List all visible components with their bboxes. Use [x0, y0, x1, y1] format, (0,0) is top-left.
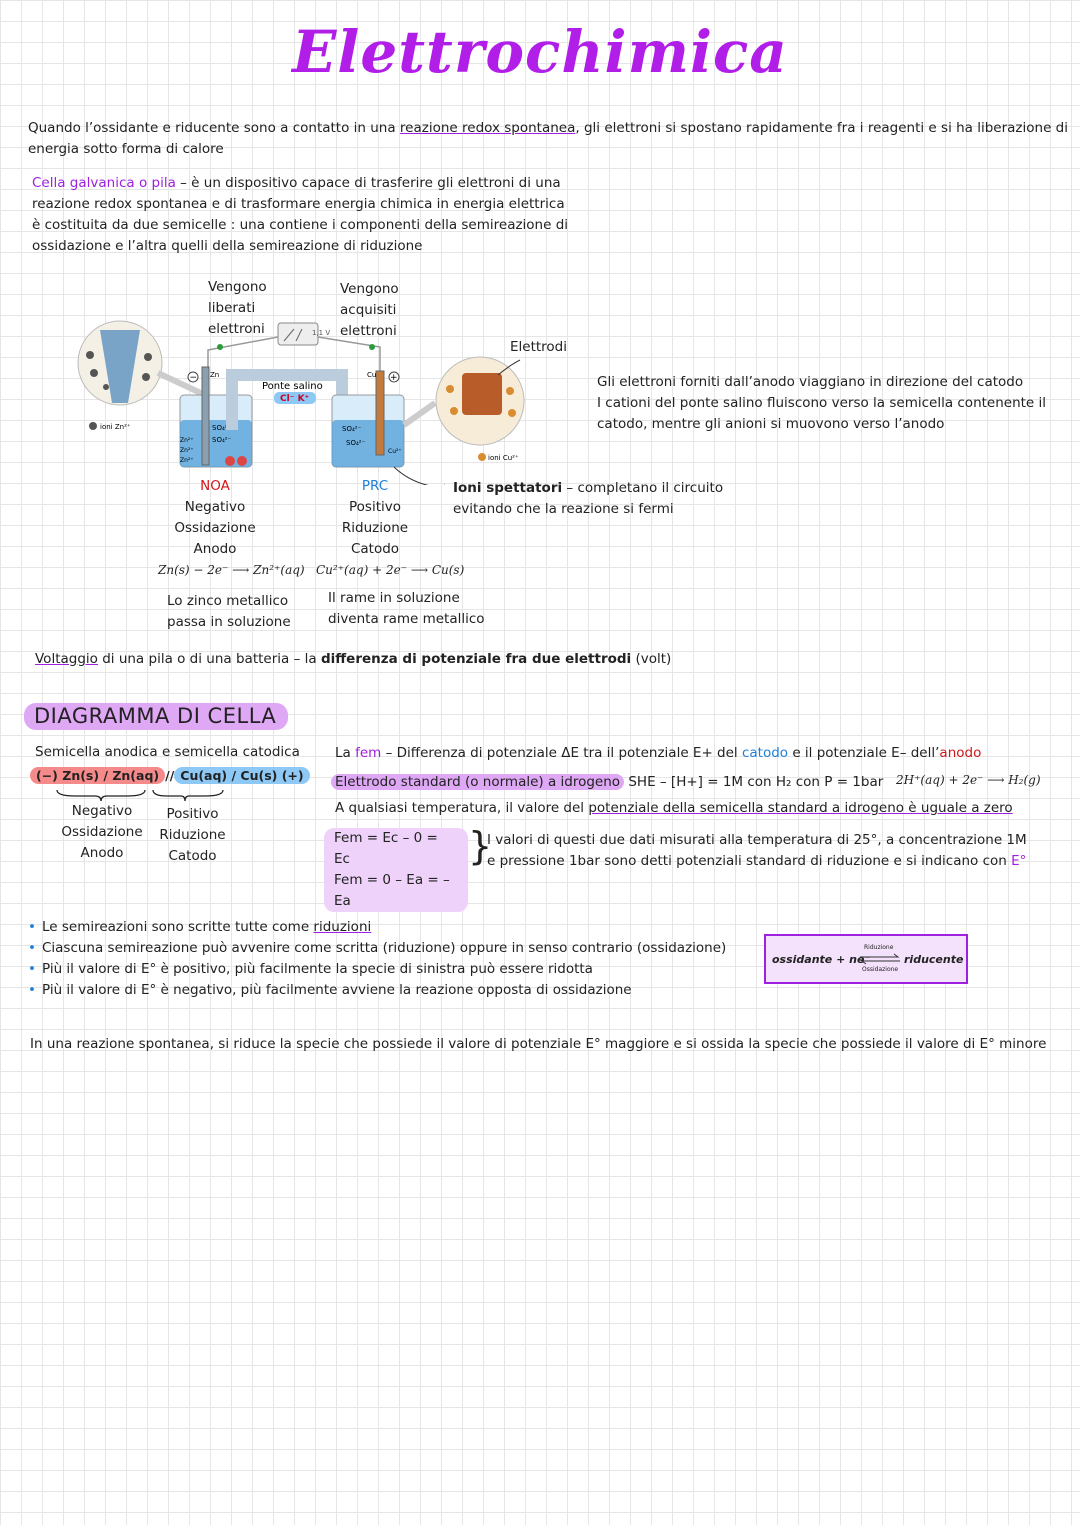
fem-term: fem: [355, 745, 382, 761]
voltage-label: 1,1 V: [312, 329, 331, 337]
cella-line-4: ossidazione e l’altra quelli della semireazione di riduzione: [32, 238, 423, 254]
anode-description: Lo zinco metallico passa in soluzione: [167, 593, 291, 630]
rules-list: [28, 917, 748, 1001]
she-zero-statement: A qualsiasi temperatura, il valore del potenziale della semicella standard a idrogeno è uguale a zero: [335, 800, 1013, 816]
cathode-column: PRC Positivo Riduzione Catodo: [320, 476, 430, 560]
fem-eq-cathode: Fem = Ec – 0 = Ec: [334, 830, 438, 867]
cella-line-1: – è un dispositivo capace di trasferire gli elettroni di una: [175, 175, 561, 191]
cell-notation: [30, 766, 310, 786]
diagramma-subtitle: Semicella anodica e semicella catodica: [35, 744, 300, 760]
box-right: riducente: [904, 953, 964, 966]
brace: }: [468, 824, 493, 868]
she-term: Elettrodo standard (o normale) a idrogeno: [331, 774, 624, 790]
equilibrium-arrows-icon: [858, 953, 902, 965]
intro-text-2: , gli elettroni si spostano rapidamente fra i reagenti e si ha liberazione di: [575, 120, 1068, 136]
cathode-sign: +: [390, 373, 398, 383]
cella-line-2: reazione redox spontanea e di trasformare energia chimica in energia elettrica: [32, 196, 565, 212]
cathode-notation: Cu(aq) / Cu(s) (+): [174, 767, 309, 784]
e-standard-symbol: E°: [1011, 853, 1027, 869]
so4-label-3: SO₄²⁻: [342, 425, 362, 433]
cella-definition: [32, 173, 592, 257]
zn-electrode-label: Zn: [210, 371, 220, 379]
ponte-salino-label: Ponte salino: [262, 381, 323, 392]
voltaggio-definition: Voltaggio di una pila o di una batteria – la differenza di potenziale fra due elettrodi (volt): [35, 651, 672, 667]
fem-equations: [324, 828, 468, 912]
so4-label-2: SO₄²⁻: [212, 436, 232, 444]
so4-label-4: SO₄²⁻: [346, 439, 366, 447]
anodo-word: anodo: [939, 745, 982, 761]
ioni-cu-label: ioni Cu²⁺: [488, 454, 519, 462]
anode-column: NOA Negativo Ossidazione Anodo: [160, 476, 270, 560]
cu-electrode-label: Cu: [367, 371, 377, 379]
prc-label: PRC: [361, 478, 389, 494]
page-title: Elettrochimica: [292, 18, 788, 86]
zn-ion-label-3: Zn²⁺: [180, 457, 194, 464]
box-bottom-label: Ossidazione: [862, 966, 899, 973]
ioni-zn-label: ioni Zn²⁺: [100, 423, 131, 431]
intro-text-1: Quando l’ossidante e riducente sono a contatto in una: [28, 120, 400, 136]
noa-label: NOA: [200, 478, 230, 494]
list-item: • Le semireazioni sono scritte tutte come riduzioni: [28, 917, 748, 938]
anode-equation: Zn(s) − 2e⁻ ⟶ Zn²⁺(aq): [158, 563, 305, 577]
ponte-ions-label: Cl⁻ K⁺: [280, 394, 310, 404]
liberati-label: Vengono liberati elettroni: [208, 279, 267, 337]
redox-equilibrium-box: [764, 934, 968, 984]
cella-term: Cella galvanica o pila: [32, 175, 176, 191]
cella-line-3: è costituita da due semicelle : una contiene i componenti della semireazione di: [32, 217, 569, 233]
diagramma-right: Positivo Riduzione Catodo: [159, 806, 226, 864]
cu-ion-label: Cu²⁺: [388, 448, 402, 455]
electron-flow-text: Gli elettroni forniti dall’anodo viaggiano in direzione del catodo I cationi del ponte salino fluiscono verso la semicella contenente il catodo, mentre gli anioni si muovono verso l’anodo: [597, 374, 1047, 432]
so4-label-1: SO₄²⁻: [212, 424, 232, 432]
she-definition: Elettrodo standard (o normale) a idrogeno SHE – [H+] = 1M con H₂ con P = 1bar: [331, 772, 883, 793]
bridge-separator: //: [165, 768, 175, 783]
fem-note: I valori di questi due dati misurati alla temperatura di 25°, a concentrazione 1M e pressione 1bar sono detti potenziali standard di riduzione e si indicano con E°: [487, 832, 1027, 869]
diagramma-left: Negativo Ossidazione Anodo: [61, 803, 143, 861]
she-equation: 2H⁺(aq) + 2e⁻ ⟶ H₂(g): [896, 773, 1041, 787]
fem-eq-anode: Fem = 0 – Ea = –Ea: [334, 872, 450, 909]
catodo-word: catodo: [741, 745, 789, 761]
zn-ion-label-1: Zn²⁺: [180, 437, 194, 444]
elettrodi-label: Elettrodi: [510, 339, 568, 355]
zn-ion-label-2: Zn²⁺: [180, 447, 194, 454]
voltaggio-term: Voltaggio: [35, 651, 98, 667]
cathode-equation: Cu²⁺(aq) + 2e⁻ ⟶ Cu(s): [316, 563, 465, 577]
cell-braces: [55, 788, 235, 802]
intro-paragraph: [28, 118, 1068, 160]
acquisiti-label: Vengono acquisiti elettroni: [340, 281, 399, 339]
cathode-description: Il rame in soluzione diventa rame metallico: [328, 590, 485, 627]
intro-term: reazione redox spontanea: [399, 120, 576, 136]
diagramma-heading: DIAGRAMMA DI CELLA: [24, 704, 288, 728]
list-item: • Più il valore di E° è positivo, più facilmente la specie di sinistra può essere ridotta: [28, 959, 748, 980]
fem-definition: La fem – Differenza di potenziale ΔE tra il potenziale E+ del catodo e il potenziale E– dell’anodo: [335, 745, 982, 761]
anode-sign: −: [189, 373, 198, 383]
conclusion: In una reazione spontanea, si riduce la specie che possiede il valore di potenziale E° maggiore e si ossida la specie che possiede il valore di E° minore: [30, 1036, 1047, 1052]
list-item: • Più il valore di E° è negativo, più facilmente avviene la reazione opposta di ossidazione: [28, 980, 748, 1001]
spettatori-term: Ioni spettatori: [453, 480, 563, 496]
box-top-label: Riduzione: [864, 944, 894, 951]
box-left: ossidante + ne⁻: [772, 953, 871, 966]
list-item: • Ciascuna semireazione può avvenire come scritta (riduzione) oppure in senso contrario (ossidazione): [28, 938, 748, 959]
anode-notation: (−) Zn(s) / Zn(aq): [30, 767, 165, 784]
intro-text-3: energia sotto forma di calore: [28, 141, 224, 157]
spettatori-text: Ioni spettatori – completano il circuito evitando che la reazione si fermi: [453, 480, 724, 517]
